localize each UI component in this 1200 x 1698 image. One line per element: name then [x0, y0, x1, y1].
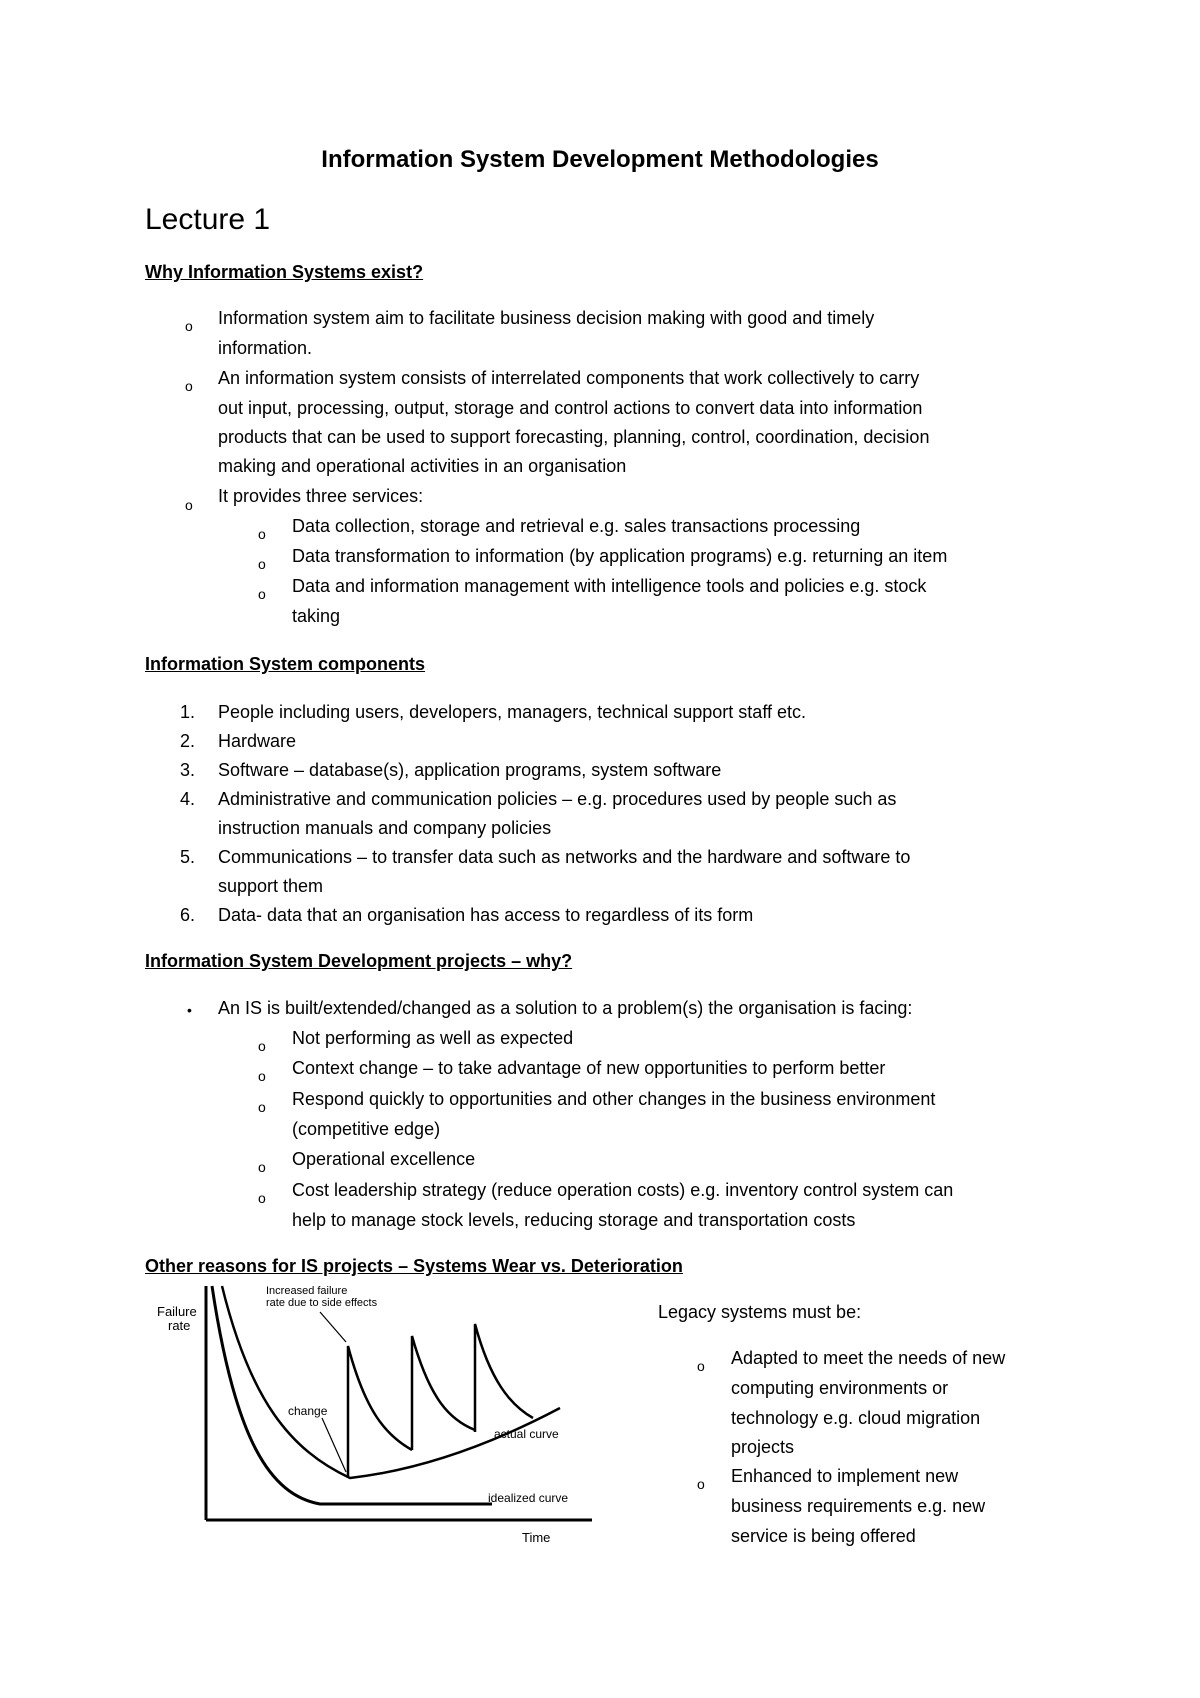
list-number: 6.: [180, 905, 196, 925]
body-line: Adapted to meet the needs of new: [731, 1348, 1006, 1368]
body-line: Context change – to take advantage of new opportunities to perform better: [292, 1058, 886, 1078]
list-number: 4.: [180, 789, 196, 809]
body-line: Respond quickly to opportunities and other changes in the business environment: [292, 1089, 936, 1109]
list-item: Communications – to transfer data such as networks and the hardware and software to: [218, 847, 911, 867]
actual-curve-line: [222, 1286, 560, 1478]
failure-spike: [412, 1336, 475, 1450]
change-label: change: [288, 1404, 328, 1418]
list-number: 2.: [180, 731, 196, 751]
body-line: Not performing as well as expected: [292, 1028, 574, 1048]
y-axis-label: Failure: [157, 1304, 197, 1319]
failure-spike: [348, 1346, 412, 1478]
failure-rate-chart-svg: [140, 1280, 600, 1555]
body-line: information.: [218, 338, 313, 358]
circle-bullet-icon: o: [185, 378, 193, 394]
body-line: Cost leadership strategy (reduce operation costs) e.g. inventory control system can: [292, 1180, 954, 1200]
circle-bullet-icon: o: [258, 556, 266, 572]
body-line: technology e.g. cloud migration: [731, 1408, 981, 1428]
body-line: service is being offered: [731, 1526, 916, 1546]
body-line: (competitive edge): [292, 1119, 441, 1139]
series-label-idealized: idealized curve: [488, 1491, 569, 1505]
circle-bullet-icon: o: [258, 1068, 266, 1084]
section-heading-other-reasons: Other reasons for IS projects – Systems Wear vs. Deterioration: [145, 1256, 683, 1276]
body-line: computing environments or: [731, 1378, 949, 1398]
list-item: support them: [218, 876, 324, 896]
circle-bullet-icon: o: [697, 1358, 705, 1374]
body-line: out input, processing, output, storage and control actions to convert data into information: [218, 398, 923, 418]
list-number: 3.: [180, 760, 196, 780]
series-label-actual: actual curve: [494, 1427, 559, 1441]
circle-bullet-icon: o: [697, 1476, 705, 1492]
section-heading-why-is-exist: Why Information Systems exist?: [145, 262, 424, 282]
annotation-pointer: [320, 1312, 346, 1342]
body-line: Enhanced to implement new: [731, 1466, 959, 1486]
section-heading-dev-projects: Information System Development projects – why?: [145, 951, 573, 971]
circle-bullet-icon: o: [185, 497, 193, 513]
annotation-label: rate due to side effects: [266, 1297, 378, 1309]
body-line: products that can be used to support forecasting, planning, control, coordination, decision: [218, 427, 930, 447]
list-item: Software – database(s), application programs, system software: [218, 760, 722, 780]
legacy-intro: Legacy systems must be:: [658, 1302, 862, 1322]
failure-spike: [475, 1324, 533, 1432]
circle-bullet-icon: o: [258, 586, 266, 602]
body-line: An IS is built/extended/changed as a solution to a problem(s) the organisation is facing:: [218, 998, 913, 1018]
list-number: 1.: [180, 702, 196, 722]
circle-bullet-icon: o: [258, 1159, 266, 1175]
list-item: instruction manuals and company policies: [218, 818, 552, 838]
failure-rate-chart: [140, 1280, 600, 1555]
body-line: Data and information management with intelligence tools and policies e.g. stock: [292, 576, 927, 596]
document-title: Information System Development Methodologies: [321, 146, 879, 173]
list-item: Hardware: [218, 731, 297, 751]
dot-bullet-icon: •: [187, 1002, 192, 1018]
annotation-label: Increased failure: [266, 1285, 348, 1297]
circle-bullet-icon: o: [258, 1190, 266, 1206]
list-number: 5.: [180, 847, 196, 867]
body-line: Data transformation to information (by application programs) e.g. returning an item: [292, 546, 948, 566]
body-line: help to manage stock levels, reducing storage and transportation costs: [292, 1210, 856, 1230]
body-line: Operational excellence: [292, 1149, 476, 1169]
circle-bullet-icon: o: [258, 1038, 266, 1054]
body-line: business requirements e.g. new: [731, 1496, 986, 1516]
list-item: Administrative and communication policies – e.g. procedures used by people such as: [218, 789, 897, 809]
body-line: It provides three services:: [218, 486, 424, 506]
circle-bullet-icon: o: [185, 318, 193, 334]
list-item: People including users, developers, managers, technical support staff etc.: [218, 702, 807, 722]
section-heading-components: Information System components: [145, 654, 426, 674]
body-line: making and operational activities in an organisation: [218, 456, 627, 476]
body-line: An information system consists of interrelated components that work collectively to carry: [218, 368, 920, 388]
y-axis-label: rate: [168, 1318, 191, 1333]
circle-bullet-icon: o: [258, 1099, 266, 1115]
idealized-curve-line: [212, 1286, 492, 1504]
body-line: taking: [292, 606, 341, 626]
body-line: projects: [731, 1437, 795, 1457]
lecture-heading: Lecture 1: [145, 203, 271, 236]
body-line: Information system aim to facilitate business decision making with good and timely: [218, 308, 875, 328]
x-axis-label: Time: [522, 1530, 551, 1545]
circle-bullet-icon: o: [258, 526, 266, 542]
body-line: Data collection, storage and retrieval e.g. sales transactions processing: [292, 516, 861, 536]
list-item: Data- data that an organisation has access to regardless of its form: [218, 905, 754, 925]
